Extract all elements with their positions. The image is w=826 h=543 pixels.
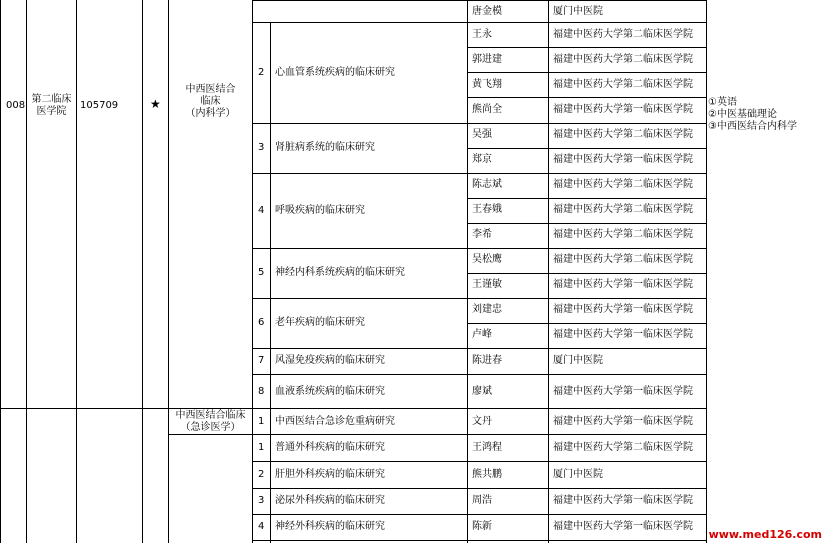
tutor-name: 陈进春 [472, 355, 502, 366]
col-line [168, 0, 169, 543]
tutor-name: 李希 [472, 229, 492, 240]
tutor-name: 吴强 [472, 129, 492, 140]
tutor-name: 周浩 [472, 495, 492, 506]
direction-name: 普通外科疾病的临床研究 [275, 442, 385, 453]
direction-name: 肝胆外科疾病的临床研究 [275, 469, 385, 480]
row-line [467, 97, 706, 98]
direction-no: 5 [258, 267, 265, 278]
direction-no: 2 [258, 469, 265, 480]
major-line3: （内科学） [185, 108, 236, 119]
school-name [27, 94, 76, 118]
unit-code: 008 [6, 100, 26, 111]
row-line [467, 223, 706, 224]
direction-no: 3 [258, 142, 265, 153]
row-line [252, 123, 467, 124]
exam-subject-2: ②中医基础理论 [708, 109, 777, 120]
row-line [467, 198, 706, 199]
direction-name: 风湿免疫疾病的临床研究 [275, 355, 385, 366]
col-line [26, 0, 27, 543]
tutor-org: 福建中医药大学第一临床医学院 [553, 416, 693, 427]
major-line1: 中西医结合 [185, 84, 236, 95]
tutor-name: 吴松鹰 [472, 254, 502, 265]
major-line2: 临床 [200, 96, 221, 107]
row-line [467, 173, 706, 174]
direction-name: 呼吸疾病的临床研究 [275, 205, 365, 216]
row-line [467, 47, 706, 48]
direction-name: 老年疾病的临床研究 [275, 317, 365, 328]
tutor-org: 福建中医药大学第二临床医学院 [553, 129, 693, 140]
tutor-org: 福建中医药大学第二临床医学院 [553, 29, 693, 40]
tutor-name: 熊共鹏 [472, 469, 502, 480]
tutor-org: 福建中医药大学第二临床医学院 [553, 229, 693, 240]
tutor-name: 郭进建 [472, 54, 502, 65]
row-line [252, 173, 467, 174]
direction-no: 6 [258, 317, 265, 328]
tutor-org: 福建中医药大学第一临床医学院 [553, 154, 693, 165]
row-line [252, 434, 706, 435]
row-line [467, 323, 706, 324]
tutor-org: 福建中医药大学第二临床医学院 [553, 179, 693, 190]
direction-name: 肾脏病系统的临床研究 [275, 142, 375, 153]
col-line [142, 0, 143, 543]
row-line [168, 434, 252, 435]
tutor-org: 福建中医药大学第一临床医学院 [553, 495, 693, 506]
tutor-name: 郑京 [472, 154, 492, 165]
direction-name: 中西医结合急诊危重病研究 [275, 416, 395, 427]
direction-no: 4 [258, 205, 265, 216]
tutor-name: 文丹 [472, 416, 492, 427]
tutor-name: 王永 [472, 29, 492, 40]
tutor-name: 陈志斌 [472, 179, 502, 190]
direction-no: 1 [258, 416, 265, 427]
tutor-org: 福建中医药大学第二临床医学院 [553, 254, 693, 265]
zip-code: 105709 [80, 100, 119, 111]
tutor-org: 厦门中医院 [553, 355, 603, 366]
direction-no: 1 [258, 442, 265, 453]
col-line [76, 0, 77, 543]
direction-name: 神经内科系统疾病的临床研究 [275, 267, 405, 278]
direction-no: 3 [258, 495, 265, 506]
tutor-name: 熊尚全 [472, 104, 502, 115]
tutor-name: 黄飞翔 [472, 79, 502, 90]
row-line [467, 248, 706, 249]
major-name [169, 84, 252, 120]
tutor-org: 福建中医药大学第一临床医学院 [553, 104, 693, 115]
tutor-name: 王鸿程 [472, 442, 502, 453]
major2-line1: 中西医结合临床 [175, 410, 246, 421]
major2-line2: （急诊医学） [180, 422, 241, 433]
tutor-org: 福建中医药大学第一临床医学院 [553, 279, 693, 290]
col-line [0, 0, 1, 543]
row-line [467, 123, 706, 124]
tutor-org: 福建中医药大学第二临床医学院 [553, 54, 693, 65]
tutor-name: 陈新 [472, 521, 492, 532]
col-line [270, 22, 271, 543]
direction-name: 泌尿外科疾病的临床研究 [275, 495, 385, 506]
tutor-org: 厦门中医院 [553, 469, 603, 480]
direction-no: 4 [258, 521, 265, 532]
tutor-org: 福建中医药大学第二临床医学院 [553, 204, 693, 215]
tutor-org: 福建中医药大学第一临床医学院 [553, 386, 693, 397]
watermark-text: www.med126.com [708, 528, 822, 541]
direction-name: 神经外科疾病的临床研究 [275, 521, 385, 532]
major-name-2 [169, 410, 252, 434]
row-line [252, 540, 706, 541]
row-line [252, 348, 467, 349]
tutor-name: 王谨敏 [472, 279, 502, 290]
school-name-line2: 医学院 [36, 106, 67, 117]
direction-no: 8 [258, 386, 265, 397]
row-line [252, 22, 467, 23]
exam-subject-3: ③中西医结合内科学 [708, 121, 797, 132]
row-line [467, 22, 706, 23]
direction-name: 血液系统疾病的临床研究 [275, 386, 385, 397]
row-line [467, 348, 706, 349]
row-line [252, 374, 467, 375]
tutor-org: 福建中医药大学第二临床医学院 [553, 442, 693, 453]
row-line [252, 248, 467, 249]
tutor-org: 厦门中医院 [553, 6, 603, 17]
school-name-line1: 第二临床 [31, 94, 72, 105]
tutor-name: 刘建忠 [472, 304, 502, 315]
direction-name: 心血管系统疾病的临床研究 [275, 67, 395, 78]
star-mark: ★ [150, 97, 161, 111]
row-line [252, 514, 706, 515]
row-line [467, 273, 706, 274]
top-border [252, 0, 707, 1]
tutor-org: 福建中医药大学第一临床医学院 [553, 304, 693, 315]
direction-no: 2 [258, 67, 265, 78]
row-line [252, 298, 467, 299]
tutor-org: 福建中医药大学第一临床医学院 [553, 521, 693, 532]
row-line [467, 148, 706, 149]
row-line [252, 461, 706, 462]
direction-no: 7 [258, 355, 265, 366]
tutor-org: 福建中医药大学第二临床医学院 [553, 79, 693, 90]
tutor-name: 唐金模 [472, 6, 502, 17]
row-line [467, 72, 706, 73]
exam-subjects [708, 97, 797, 133]
row-line [252, 488, 706, 489]
col-line [706, 0, 707, 543]
row-line [467, 374, 706, 375]
tutor-name: 卢峰 [472, 329, 492, 340]
tutor-name: 王春娥 [472, 204, 502, 215]
block-divider [0, 408, 706, 409]
tutor-name: 廖斌 [472, 386, 492, 397]
tutor-org: 福建中医药大学第一临床医学院 [553, 329, 693, 340]
exam-subject-1: ①英语 [708, 97, 737, 108]
row-line [467, 298, 706, 299]
